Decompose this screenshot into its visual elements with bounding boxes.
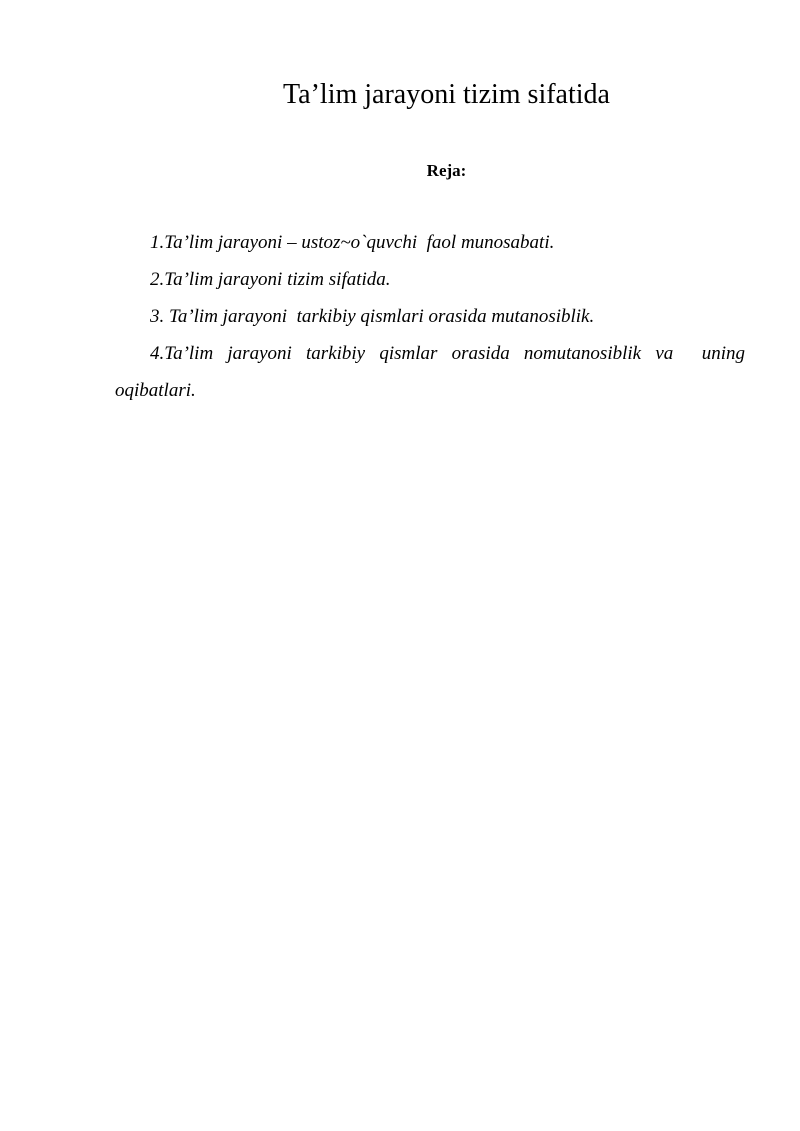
plan-heading: Reja: bbox=[426, 161, 467, 180]
plan-item-3: 3. Ta’lim jarayoni tarkibiy qismlari orasida mutanosiblik. bbox=[150, 306, 595, 327]
plan-item-4: 4.Ta’lim jarayoni tarkibiy qismlar orasida nomutanosiblik va uning oqibatlari. bbox=[115, 343, 750, 401]
plan-list bbox=[115, 224, 750, 409]
plan-item-1: 1.Ta’lim jarayoni – ustoz~o`quvchi faol munosabati. bbox=[150, 232, 555, 253]
plan-item-2: 2.Ta’lim jarayoni tizim sifatida. bbox=[150, 269, 391, 290]
document-title: Ta’lim jarayoni tizim sifatida bbox=[283, 79, 610, 110]
